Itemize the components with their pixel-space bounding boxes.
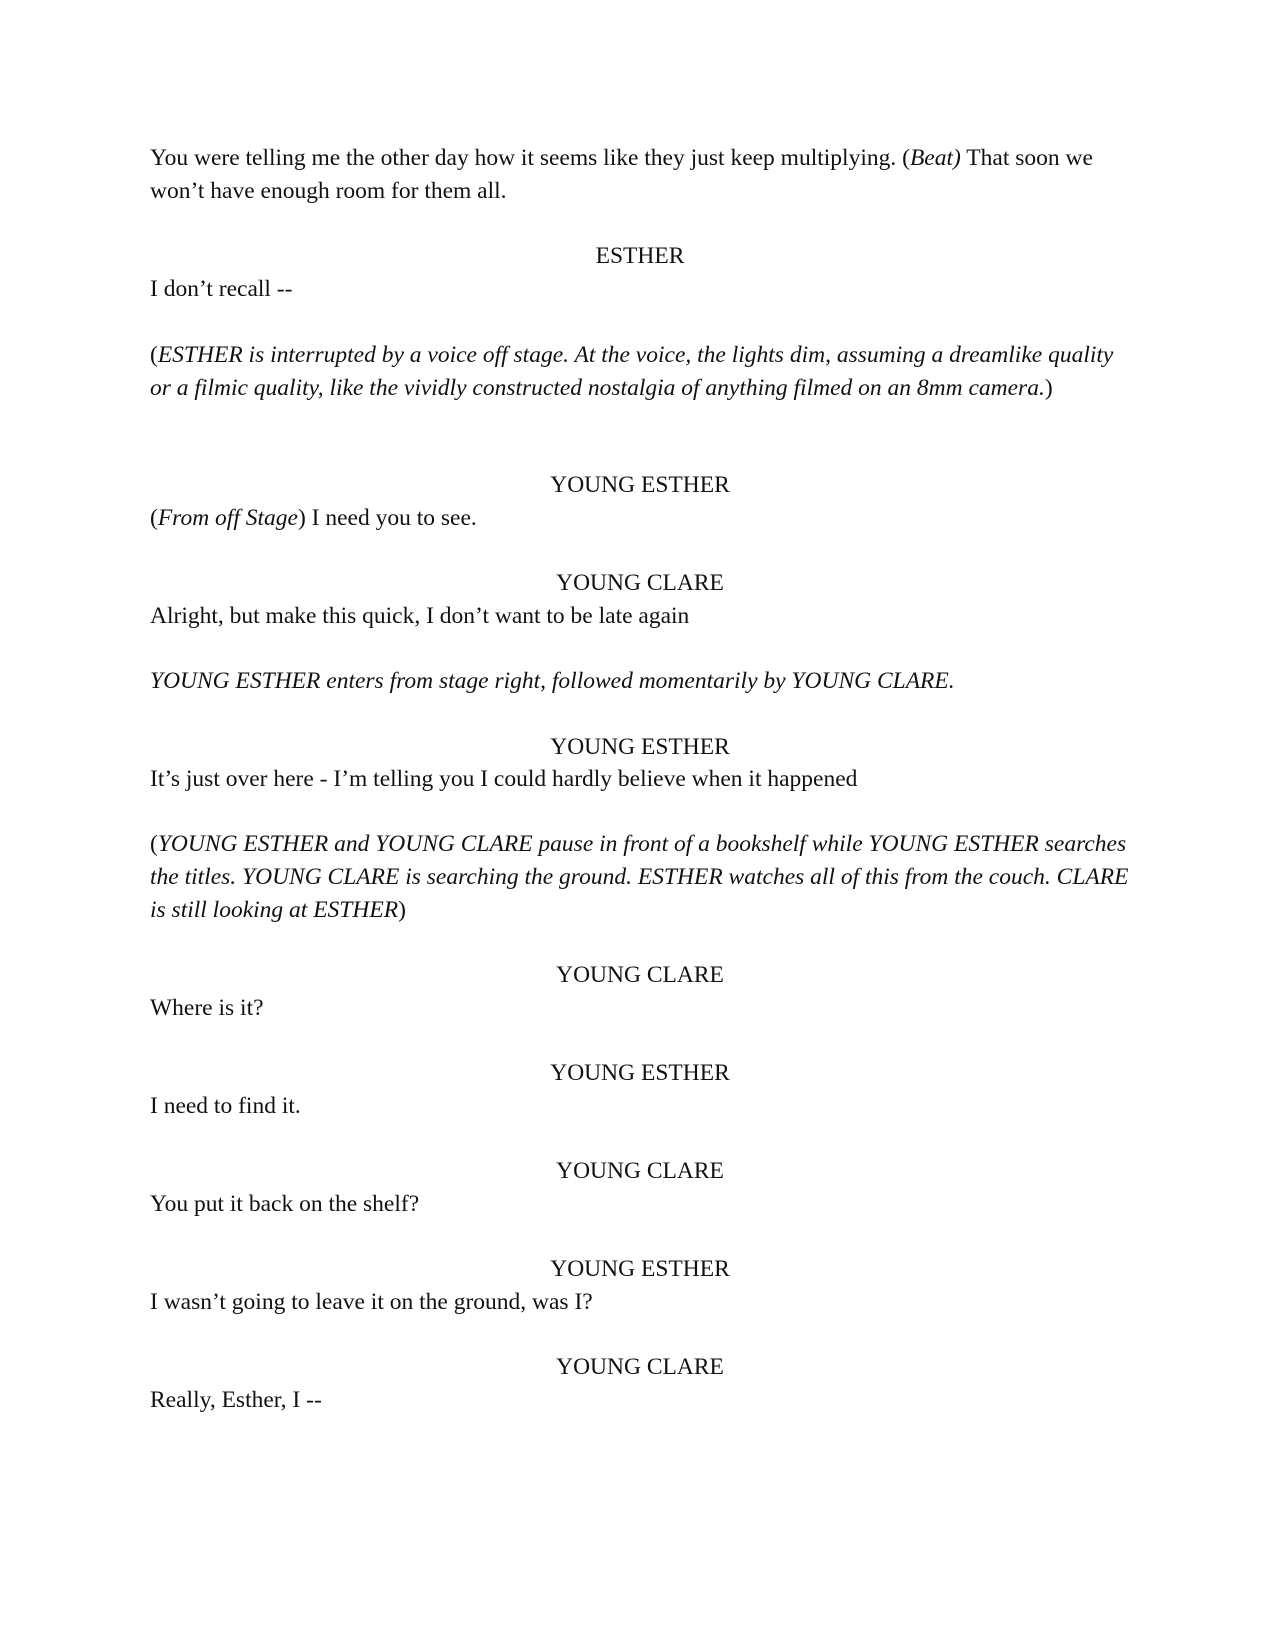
stage-direction	[150, 828, 1130, 927]
paren-open: (	[150, 505, 158, 531]
speaker-name: YOUNG CLARE	[556, 1354, 724, 1380]
speaker-name: YOUNG ESTHER	[550, 472, 730, 498]
parenthetical: From off Stage	[157, 505, 298, 531]
dialogue-line	[150, 142, 1130, 208]
stage-direction-text: YOUNG ESTHER and YOUNG CLARE pause in front of a bookshelf while YOUNG ESTHER searches the titles. YOUNG CLARE is searching the ground. ESTHER watches all of this from the couch. CLARE is still looking at ESTHER	[150, 831, 1129, 923]
dialogue-line	[150, 502, 1130, 535]
speaker-name: YOUNG ESTHER	[550, 1256, 730, 1282]
dialogue-line: I don’t recall --	[150, 276, 293, 302]
dialogue-text: You were telling me the other day how it seems like they just keep multiplying. (	[150, 145, 910, 171]
speaker-name: YOUNG CLARE	[556, 1158, 724, 1184]
speaker-name: YOUNG ESTHER	[550, 1060, 730, 1086]
paren-open: (	[150, 831, 158, 857]
speaker-name: YOUNG ESTHER	[550, 734, 730, 760]
paren-open: (	[150, 342, 158, 368]
speaker-name: YOUNG CLARE	[556, 570, 724, 596]
dialogue-line: Really, Esther, I --	[150, 1387, 322, 1413]
dialogue-text: ) I need you to see.	[297, 505, 477, 531]
dialogue-line: Alright, but make this quick, I don’t want to be late again	[150, 603, 690, 629]
parenthetical-beat: Beat)	[909, 145, 961, 171]
dialogue-line: It’s just over here - I’m telling you I could hardly believe when it happened	[150, 766, 858, 792]
dialogue-line: You put it back on the shelf?	[150, 1191, 420, 1217]
stage-direction: YOUNG ESTHER enters from stage right, followed momentarily by YOUNG CLARE.	[150, 668, 955, 694]
dialogue-text: That soon we won’t have enough room for them all.	[150, 145, 1093, 204]
speaker-name: ESTHER	[595, 243, 685, 269]
paren-close: )	[398, 897, 406, 923]
paren-close: )	[1044, 375, 1053, 401]
dialogue-line: I need to find it.	[150, 1093, 301, 1119]
stage-direction	[150, 339, 1130, 405]
speaker-name: YOUNG CLARE	[556, 962, 724, 988]
stage-direction-text: ESTHER is interrupted by a voice off stage. At the voice, the lights dim, assuming a dreamlike quality or a filmic quality, like the vividly constructed nostalgia of anything filmed on an 8mm camera.	[150, 342, 1114, 401]
dialogue-line: Where is it?	[150, 995, 264, 1021]
dialogue-line: I wasn’t going to leave it on the ground, was I?	[150, 1289, 593, 1315]
